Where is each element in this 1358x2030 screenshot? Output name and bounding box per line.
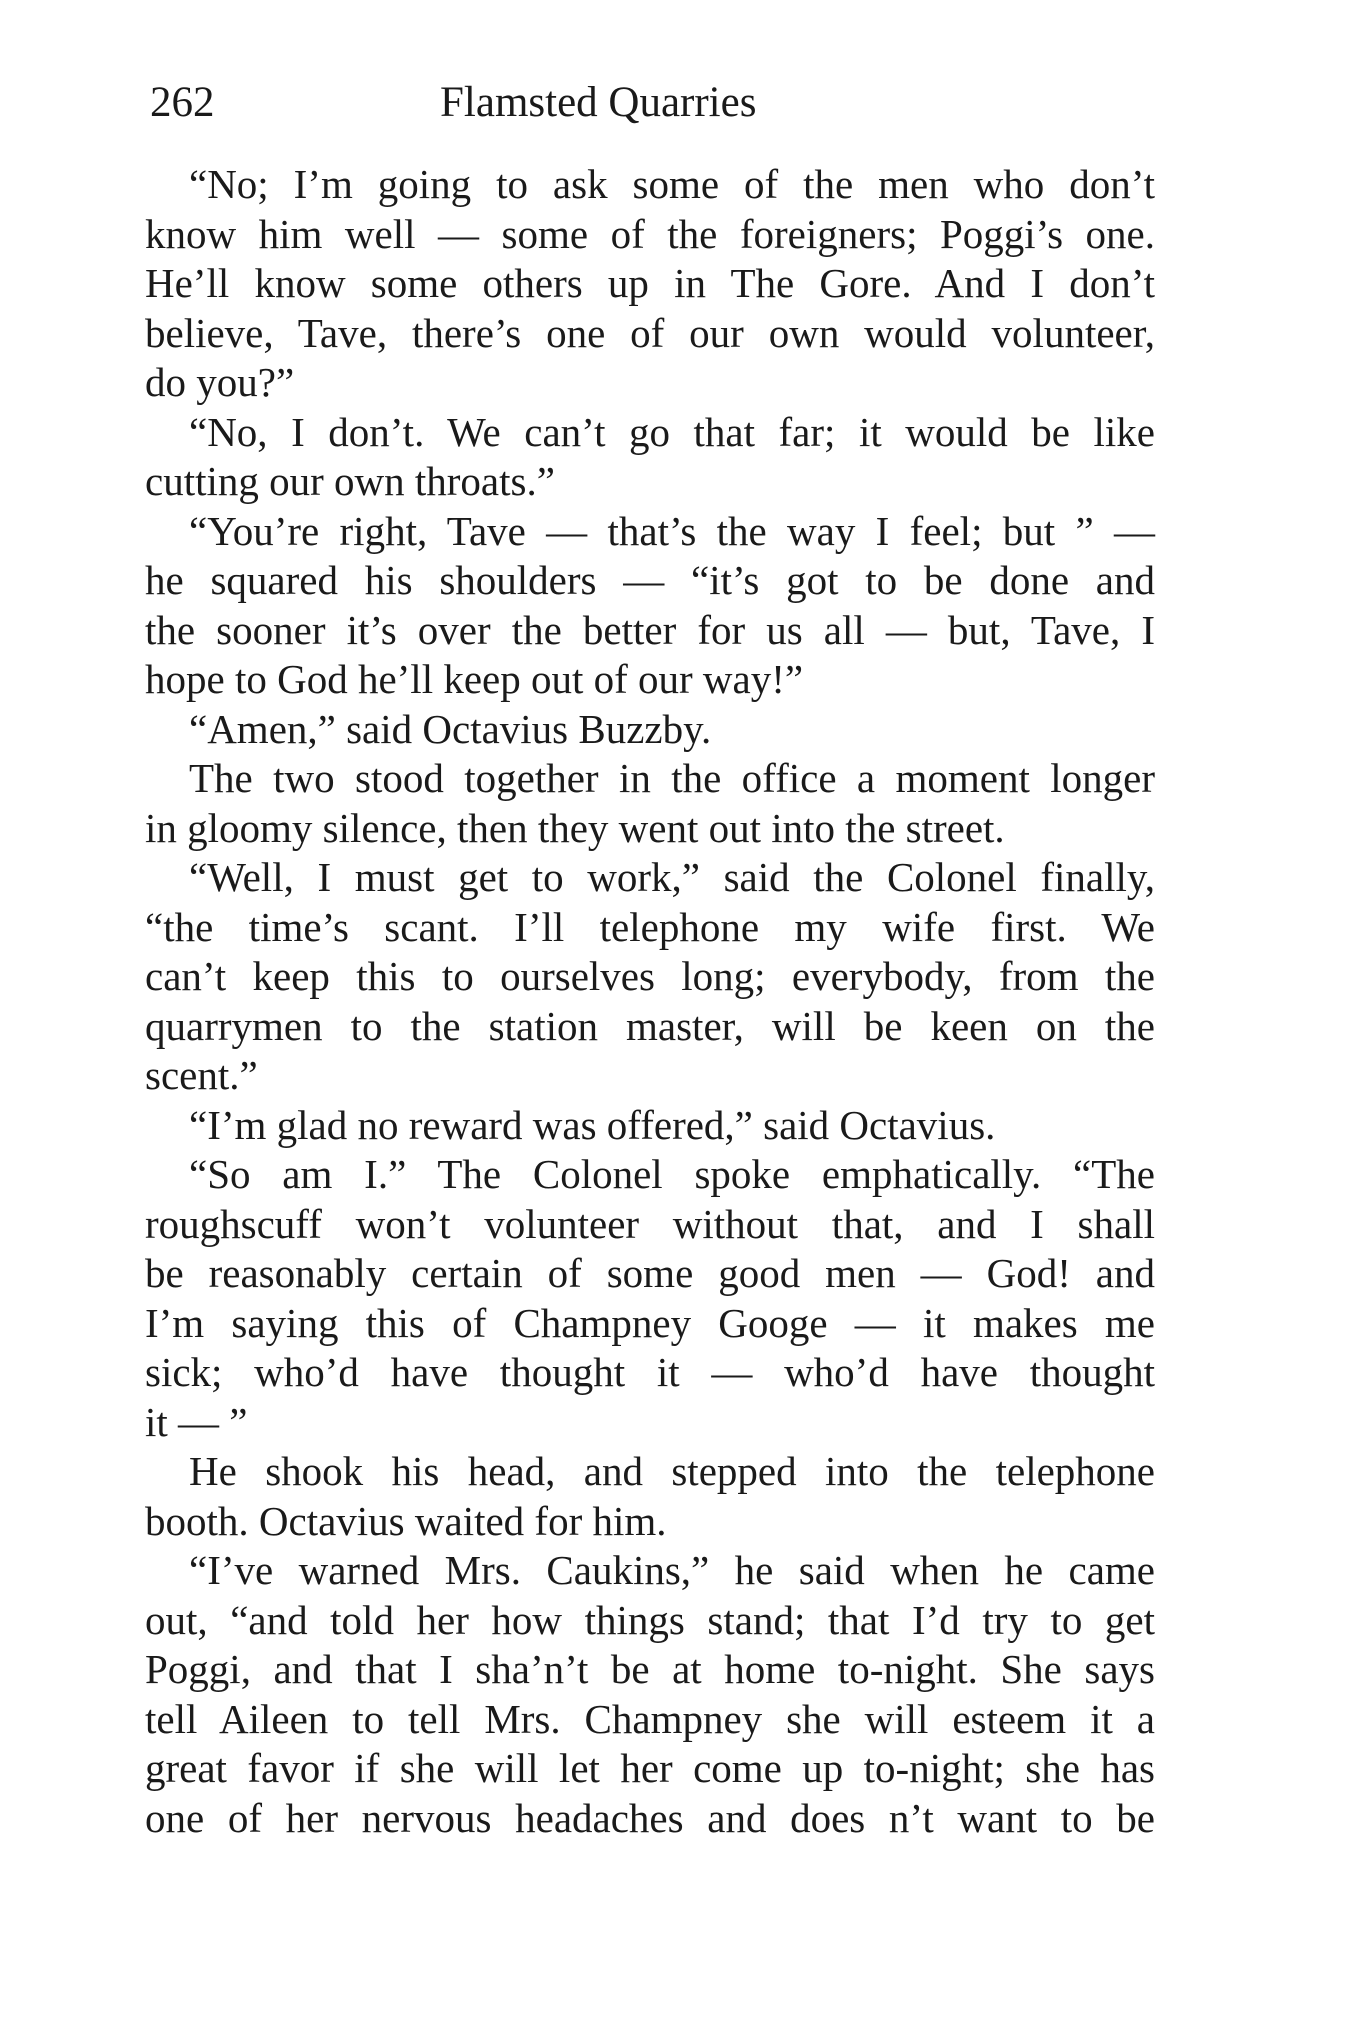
text-line: in gloomy silence, then they went out into the street. [145,804,1005,851]
text-line: he squared his shoulders — “it’s got to be done and [145,557,1155,603]
text-line: believe, Tave, there’s one of our own would volunteer, [145,309,1155,356]
text-line: scent.” [145,1052,258,1098]
text-line: “So am I.” The Colonel spoke emphatically. “The [189,1151,1155,1197]
text-line: Poggi, and that I sha’n’t be at home to-night. She says [145,1646,1155,1692]
text-line: tell Aileen to tell Mrs. Champney she will esteem it a [145,1695,1155,1742]
text-line: great favor if she will let her come up to-night; she has [145,1745,1155,1791]
text-line: the sooner it’s over the better for us all — but, Tave, I [145,606,1155,653]
text-line: “I’m glad no reward was offered,” said Octavius. [189,1101,996,1148]
text-line: He’ll know some others up in The Gore. And I don’t [145,260,1155,306]
text-line: “No; I’m going to ask some of the men who don’t [189,161,1155,207]
page-number: 262 [150,79,215,126]
text-line: know him well — some of the foreigners; Poggi’s one. [145,210,1155,257]
text-line: “the time’s scant. I’ll telephone my wife first. We [145,903,1155,950]
text-line: The two stood together in the office a moment longer [189,755,1155,801]
text-line: it — ” [145,1398,248,1445]
text-line: hope to God he’ll keep out of our way!” [145,656,804,702]
text-line: sick; who’d have thought it — who’d have thought [145,1349,1155,1395]
text-line: roughscuff won’t volunteer without that, and I shall [145,1200,1155,1247]
text-line: one of her nervous headaches and does n’t want to be [145,1794,1155,1841]
text-line: be reasonably certain of some good men — God! and [145,1250,1155,1296]
text-line: “No, I don’t. We can’t go that far; it would be like [189,408,1155,455]
text-line: do you?” [145,359,295,405]
text-line: booth. Octavius waited for him. [145,1497,667,1544]
text-line: “I’ve warned Mrs. Caukins,” he said when he came [189,1547,1155,1593]
text-line: “Amen,” said Octavius Buzzby. [189,705,712,752]
text-line: I’m saying this of Champney Googe — it makes me [145,1299,1155,1346]
running-head [150,78,870,138]
text-line: can’t keep this to ourselves long; everybody, from the [145,953,1155,999]
body-text [145,160,1155,1843]
text-line: He shook his head, and stepped into the telephone [189,1448,1155,1494]
book-title: Flamsted Quarries [440,79,757,126]
text-line: quarrymen to the station master, will be keen on the [145,1002,1155,1049]
text-line: out, “and told her how things stand; that I’d try to get [145,1596,1155,1643]
text-line: “You’re right, Tave — that’s the way I feel; but ” — [189,507,1155,554]
text-line: “Well, I must get to work,” said the Colonel finally, [189,854,1155,900]
text-line: cutting our own throats.” [145,458,555,504]
